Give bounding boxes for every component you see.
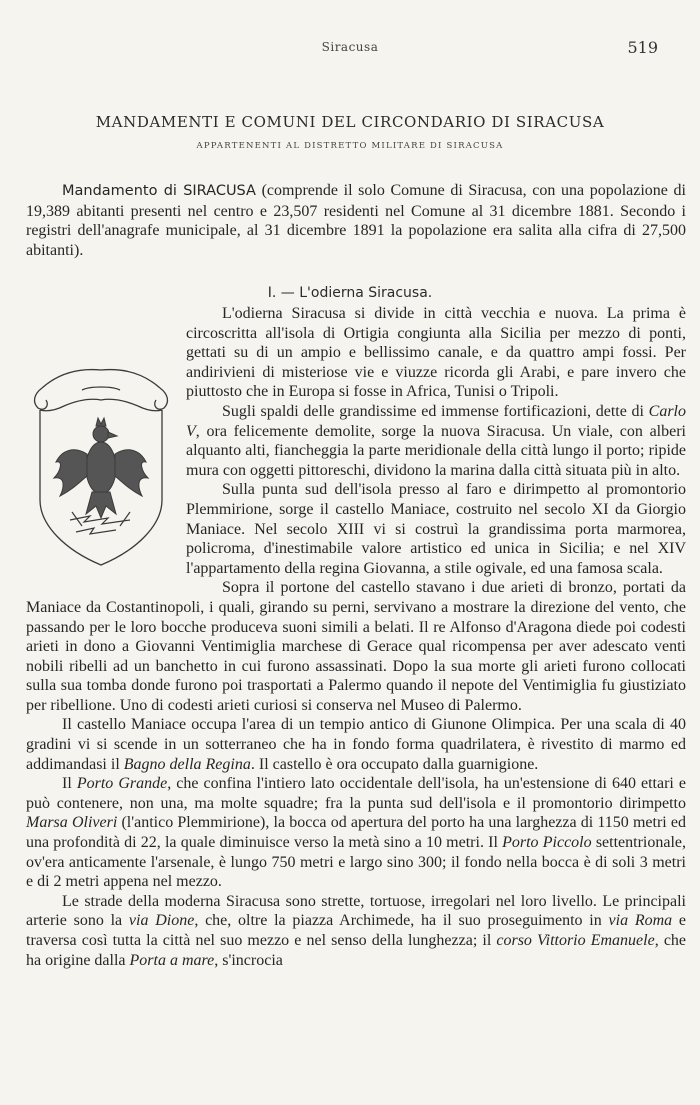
eagle-coat-of-arms-icon: [20, 350, 182, 580]
paragraph-7-italic-1: via Dione: [128, 912, 195, 930]
paragraph-6-italic-3: Porto Piccolo: [502, 834, 592, 852]
paragraph-6-text-c: (l'antico Plemmirione), la bocca od apertura del porto ha una larghezza di 1150 metri ed una profondità di 22, la quale diminuisce verso la metà sino a 10 metri. Il: [26, 814, 686, 852]
paragraph-5-text-b: . Il castello è ora occupato dalla guarnigione.: [250, 755, 539, 773]
paragraph-2-text-b: , ora felicemente demolite, sorge la nuova Siracusa. Un viale, con alberi alquanto alti, fiancheggia la parte meridionale della città lungo il porto; ripide mura con oggetti pittoreschi, dividono la marina dalla città situata più in alto.: [186, 422, 686, 479]
paragraph-7-text-e: , s'incrocia: [214, 951, 283, 969]
paragraph-5-text-a: Il castello Maniace occupa l'area di un tempio antico di Giunone Olimpica. Per una scala di 40 gradini vi si scende in un sotterraneo che ha in fondo forma quadrilatera, è rivestito di marmo ed addimandasi il: [26, 716, 686, 773]
paragraph-2-text-a: Sugli spaldi delle grandissime ed immense fortificazioni, dette di: [222, 402, 649, 420]
page-subtitle: APPARTENENTI AL DISTRETTO MILITARE DI SIRACUSA: [196, 141, 504, 151]
paragraph-4: Sopra il portone del castello stavano i due arieti di bronzo, portati da Maniace da Costantinopoli, i quali, girando su perni, servivano a mostrare la direzione del vento, che passando per le loro bocche produceva suoni simili a belati. Il re Alfonso d'Aragona diede poi codesti arieti in dono a Giovanni Ventimiglia marchese di Gerace qual ricompensa per aver adescato venti nobili ribelli ad un banchetto in cui furono assassinati. Dopo la sua morte gli arieti furono collocati sulla sua tomba donde furono poi trasportati a Palermo quando il nepote del Ventimiglia fu giustiziato per ribellione. Uno di codesti arieti curiosi si conserva nel Museo di Palermo.: [26, 579, 686, 714]
running-title: Siracusa: [321, 40, 379, 54]
paragraph-6: [26, 774, 686, 892]
paragraph-6-italic-2: Marsa Oliveri: [26, 814, 118, 832]
paragraph-7: [26, 892, 686, 970]
section-heading: I. — L'odierna Siracusa.: [267, 285, 433, 301]
paragraph-6-italic-1: Porto Grande: [76, 775, 168, 793]
paragraph-5-italic: Bagno della Regina: [123, 755, 251, 773]
paragraph-6-text-b: , che confina l'intiero lato occidentale dell'isola, ha un'estensione di 640 ettari e può contenere, non una, ma molte squadre; fra la punta sud dell'isola e il promontorio dirimpetto: [26, 775, 687, 812]
page-number: 519: [627, 38, 658, 57]
paragraph-5: [26, 715, 686, 774]
running-header: [0, 38, 700, 58]
paragraph-1: L'odierna Siracusa si divide in città vecchia e nuova. La prima è circoscritta all'isola di Ortigia congiunta alla Sicilia per mezzo di ponti, gettati su di un ampio e bellissimo canale, e da quattro ampi fossi. Per andirivieni di misteriose vie e viuzze ricorda gli Arabi, e pare invero che piuttosto che in Europa si fosse in Africa, Tunisi o Tripoli.: [186, 305, 686, 401]
coat-of-arms-figure: [20, 350, 182, 592]
paragraph-7-text-d: , che ha origine dalla: [26, 932, 687, 969]
paragraph-7-text-a: Le strade della moderna Siracusa sono strette, tortuose, irregolari nel loro livello. Le principali arterie sono la: [26, 892, 686, 930]
page-title: MANDAMENTI E COMUNI DEL CIRCONDARIO DI SIRACUSA: [95, 113, 605, 131]
article-body: [26, 304, 686, 970]
paragraph-6-text-a: Il: [62, 775, 77, 793]
paragraph-6-text-d: settentrionale, ov'era anticamente l'arsenale, è lungo 750 metri e largo sino 300; il fondo nella bocca è di soli 3 metri e di 2 metri appena nel mezzo.: [26, 834, 687, 891]
paragraph-7-text-c: e traversa così tutta la città nel suo mezzo e nel senso della lunghezza; il: [26, 912, 687, 949]
intro-lead: Mandamento di SIRACUSA: [62, 183, 256, 199]
paragraph-2-italic: Carlo V: [186, 402, 686, 440]
paragraph-7-italic-2: via Roma: [608, 912, 673, 930]
intro-text: (comprende il solo Comune di Siracusa, con una popolazione di 19,389 abitanti presenti nel centro e 23,507 residenti nel Comune al 31 dicembre 1881. Secondo i registri dell'anagrafe municipale, al 31 dicembre 1891 la popolazione era salita alla cifra di 27,500 abitanti).: [26, 182, 686, 259]
paragraph-7-italic-4: Porta a mare: [129, 951, 215, 969]
paragraph-7-italic-3: corso Vittorio Emanuele: [496, 932, 655, 949]
paragraph-3: Sulla punta sud dell'isola presso al faro e dirimpetto al promontorio Plemmirione, sorge il castello Maniace, costruito nel secolo XI da Giorgio Maniace. Nel secolo XIII vi si costruì la grandissima porta marmorea, policroma, d'inestimabile valore artistico ed unica in Sicilia; e nel XIV l'appartamento della regina Giovanna, a stile ogivale, ed una famosa scala.: [186, 481, 686, 577]
intro-paragraph: [26, 181, 686, 260]
paragraph-7-text-b: , che, oltre la piazza Archimede, ha il suo proseguimento in: [194, 912, 609, 930]
